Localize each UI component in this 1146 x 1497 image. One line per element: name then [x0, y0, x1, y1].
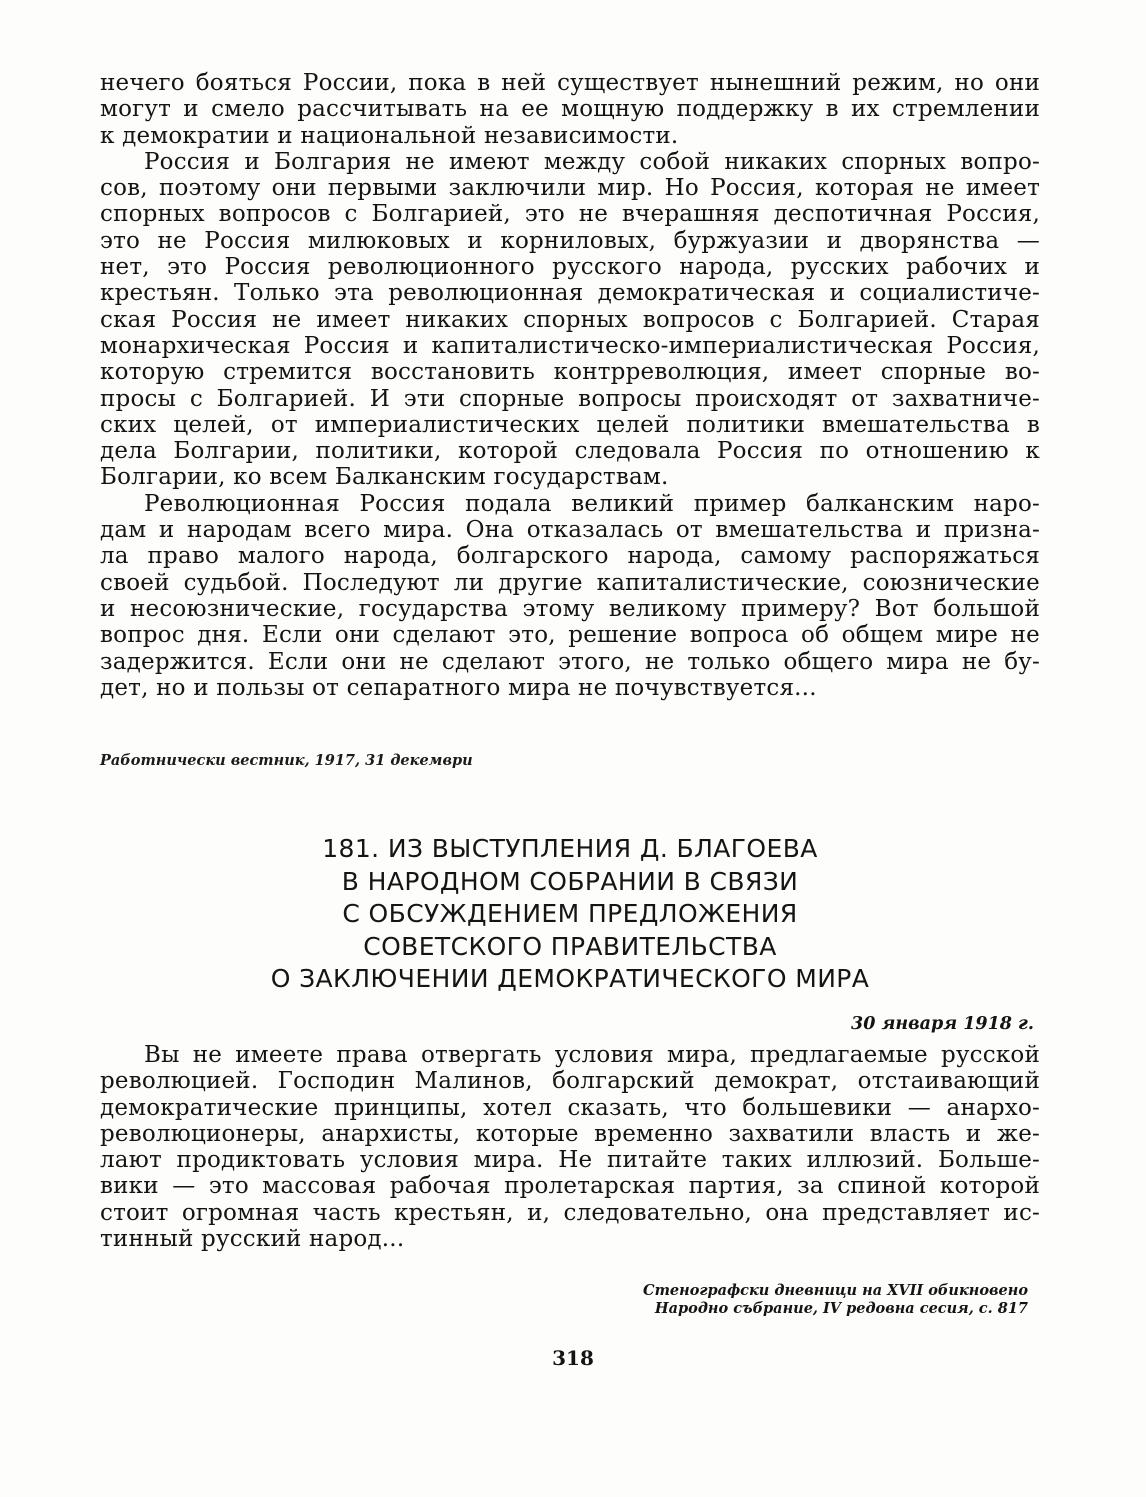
- text-line: и несоюзнические, государства этому великому примеру? Вот большой: [100, 595, 1040, 622]
- text-line: революционеры, анархисты, которые временно захватили власть и же-: [100, 1120, 1040, 1147]
- text-line: тинный русский народ...: [100, 1226, 405, 1253]
- text-line: монархическая Россия и капиталистическо-империалистическая Россия,: [100, 332, 1040, 359]
- document-heading: [100, 833, 1040, 996]
- text-line: вопрос дня. Если они сделают это, решение вопроса об общем мире не: [100, 622, 1040, 649]
- text-line: ская Россия не имеет никаких спорных вопросов с Болгарией. Старая: [100, 306, 1040, 333]
- text-line: стоит огромная часть крестьян, и, следовательно, она представляет ис-: [100, 1199, 1040, 1226]
- document-date: 30 января 1918 г.: [851, 1014, 1034, 1034]
- heading-line: С ОБСУЖДЕНИЕМ ПРЕДЛОЖЕНИЯ: [342, 899, 798, 929]
- heading-line: В НАРОДНОМ СОБРАНИИ В СВЯЗИ: [341, 866, 799, 896]
- body-text-top: [100, 70, 1040, 701]
- text-line: своей судьбой. Последуют ли другие капиталистические, союзнические: [100, 569, 1040, 596]
- text-line: задержится. Если они не сделают этого, не только общего мира не бу-: [100, 648, 1040, 675]
- text-line: Вы не имеете права отвергать условия мира, предлагаемые русской: [144, 1042, 1040, 1068]
- source-citation: Работнически вестник, 1917, 31 декември: [100, 752, 473, 769]
- text-line: ских целей, от империалистических целей политики вмешательства в: [100, 411, 1040, 438]
- text-line: вики — это массовая рабочая пролетарская партия, за спиной которой: [100, 1173, 1040, 1200]
- text-line: дам и народам всего мира. Она отказалась от вмешательства и призна-: [100, 517, 1040, 544]
- text-line: Болгарии, ко всем Балканским государствам.: [100, 464, 669, 491]
- text-line: Революционная Россия подала великий пример балканским наро-: [144, 490, 1040, 517]
- text-line: к демократии и национальной независимости.: [100, 122, 679, 149]
- text-line: лают продиктовать условия мира. Не питайте таких иллюзий. Больше-: [100, 1147, 1040, 1174]
- paragraph-russia-bulgaria: [100, 149, 1040, 491]
- text-line: нет, это Россия революционного русского народа, русских рабочих и: [100, 254, 1040, 281]
- citation-line: Народно събрание, IV редовна сесия, с. 817: [654, 1300, 1028, 1317]
- citation-line: Стенографски дневници на XVII обикновено: [643, 1282, 1028, 1299]
- text-line: крестьян. Только эта революционная демократическая и социалистиче-: [100, 280, 1040, 307]
- text-line: демократические принципы, хотел сказать, что большевики — анархо-: [100, 1094, 1040, 1121]
- text-line: это не Россия милюковых и корниловых, буржуазии и дворянства —: [100, 227, 1040, 254]
- text-line: дет, но и пользы от сепаратного мира не почувствуется...: [100, 674, 817, 701]
- text-line: Россия и Болгария не имеют между собой никаких спорных вопро-: [144, 148, 1040, 175]
- paragraph-revolutionary-russia: [100, 491, 1040, 701]
- text-line: которую стремится восстановить контрреволюция, имеет спорные во-: [100, 359, 1040, 386]
- text-line: спорных вопросов с Болгарией, это не вчерашняя деспотичная Россия,: [100, 201, 1040, 228]
- text-line: сов, поэтому они первыми заключили мир. Но Россия, которая не имеет: [100, 175, 1040, 202]
- paragraph-continuation: [100, 70, 1040, 149]
- body-text-bottom: [100, 1042, 1040, 1252]
- paragraph-speech: [100, 1042, 1040, 1252]
- source-citation-stenographic: [643, 1282, 1028, 1318]
- heading-line: 181. ИЗ ВЫСТУПЛЕНИЯ Д. БЛАГОЕВА: [322, 834, 818, 863]
- text-line: просы с Болгарией. И эти спорные вопросы происходят от захватниче-: [100, 385, 1040, 412]
- heading-line: О ЗАКЛЮЧЕНИИ ДЕМОКРАТИЧЕСКОГО МИРА: [270, 964, 870, 994]
- text-line: дела Болгарии, политики, которой следовала Россия по отношению к: [100, 438, 1040, 465]
- heading-line: СОВЕТСКОГО ПРАВИТЕЛЬСТВА: [363, 931, 777, 961]
- text-line: нечего бояться России, пока в ней существует нынешний режим, но они: [100, 70, 1040, 96]
- text-line: могут и смело рассчитывать на ее мощную поддержку в их стремлении: [100, 96, 1040, 123]
- text-line: революцией. Господин Малинов, болгарский демократ, отстаивающий: [100, 1068, 1040, 1095]
- text-line: ла право малого народа, болгарского народа, самому распоряжаться: [100, 543, 1040, 570]
- page-number: 318: [552, 1346, 594, 1370]
